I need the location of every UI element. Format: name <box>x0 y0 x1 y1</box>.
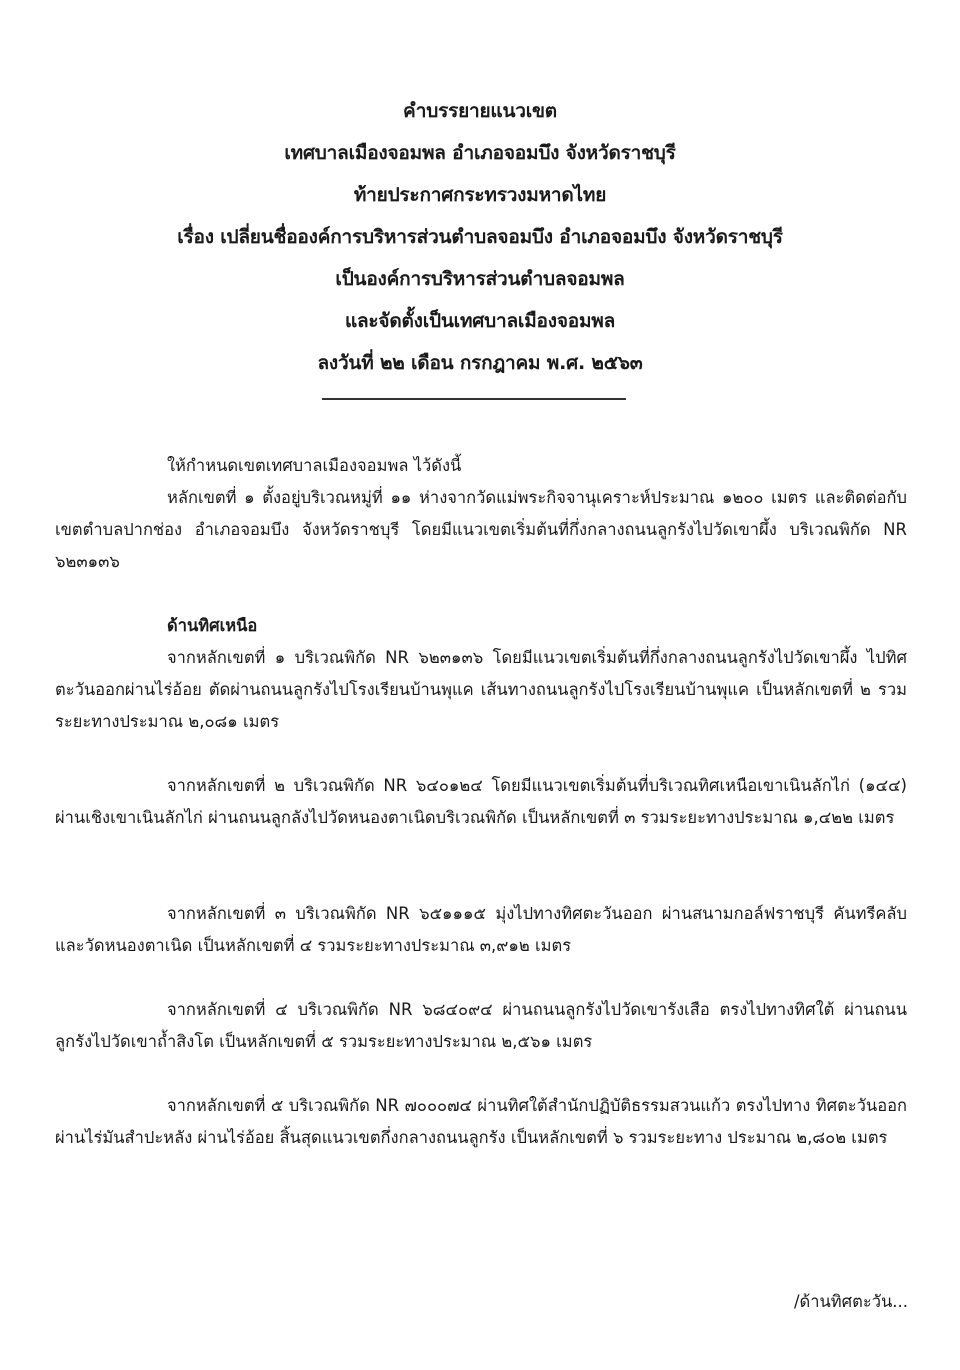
boundary-segment-2: จากหลักเขตที่ ๒ บริเวณพิกัด NR ๖๔๐๑๒๔ โดยมีแนวเขตเริ่มต้นที่บริเวณทิศเหนือเขาเนินลักไก่ (๑๔๔) ผ่านเชิงเขาเนินลักไก่ ผ่านถนนลูกลังไปวัดหนองตาเนิดบริเวณพิกัด เป็นหลักเขตที่ ๓ รวมระยะทางประมาณ ๑,๔๒๒ เมตร <box>55 776 907 827</box>
section-heading-north: ด้านทิศเหนือ <box>167 616 258 635</box>
intro-block <box>55 450 907 578</box>
municipality-name: เทศบาลเมืองจอมพล อำเภอจอมบึง จังหวัดราชบุรี <box>284 142 676 164</box>
boundary-segment-5: จากหลักเขตที่ ๕ บริเวณพิกัด NR ๗๐๐๐๗๔ ผ่านทิศใต้สำนักปฏิบัติธรรมสวนแก้ว ตรงไปทาง ทิศตะวันออก ผ่านไร่มันสำปะหลัง ผ่านไร่อ้อย สิ้นสุดแนวเขตกึ่งกลางถนนลูกรัง เป็นหลักเขตที่ ๖ รวมระยะทาง ประมาณ ๒,๘๐๒ เมตร <box>55 1096 907 1147</box>
starting-point-paragraph: หลักเขตที่ ๑ ตั้งอยู่บริเวณหมู่ที่ ๑๑ ห่างจากวัดแม่พระกิจจานุเคราะห์ประมาณ ๑๒๐๐ เมตร และติดต่อกับเขตตำบลปากช่อง อำเภอจอมบึง จังหวัดราชบุรี โดยมีแนวเขตเริ่มต้นที่กึ่งกลางถนนลูกรังไปวัดเขาผึ้ง บริเวณพิกัด NR ๖๒๓๑๓๖ <box>55 488 907 571</box>
title-divider <box>322 398 626 400</box>
segment-4-block <box>55 994 907 1058</box>
subject-line-3: และจัดตั้งเป็นเทศบาลเมืองจอมพล <box>344 310 616 332</box>
intro-paragraph: ให้กำหนดเขตเทศบาลเมืองจอมพล ไว้ดังนี้ <box>167 456 462 475</box>
segment-5-block <box>55 1090 907 1154</box>
subject-line-2: เป็นองค์การบริหารส่วนตำบลจอมพล <box>335 268 625 290</box>
document-title-block <box>0 90 960 384</box>
segment-2-block <box>55 770 907 834</box>
document-title: คำบรรยายแนวเขต <box>403 100 557 122</box>
north-section <box>55 610 907 738</box>
continuation-note: /ด้านทิศตะวัน... <box>793 1292 908 1311</box>
boundary-segment-4: จากหลักเขตที่ ๔ บริเวณพิกัด NR ๖๘๔๐๙๔ ผ่านถนนลูกรังไปวัดเขารังเสือ ตรงไปทางทิศใต้ ผ่านถนนลูกรังไปวัดเขาถ้ำสิงโต เป็นหลักเขตที่ ๕ รวมระยะทางประมาณ ๒,๕๖๑ เมตร <box>55 1000 907 1051</box>
boundary-segment-3: จากหลักเขตที่ ๓ บริเวณพิกัด NR ๖๕๑๑๑๕ มุ่งไปทางทิศตะวันออก ผ่านสนามกอล์ฟราชบุรี คันทรีคลับ และวัดหนองตาเนิด เป็นหลักเขตที่ ๔ รวมระยะทางประมาณ ๓,๙๑๒ เมตร <box>55 904 907 955</box>
segment-3-block <box>55 898 907 962</box>
announcement-source: ท้ายประกาศกระทรวงมหาดไทย <box>353 184 607 206</box>
boundary-segment-1: จากหลักเขตที่ ๑ บริเวณพิกัด NR ๖๒๓๑๓๖ โดยมีแนวเขตเริ่มต้นที่กึ่งกลางถนนลูกรังไปวัดเขาผึ้ง ไปทิศตะวันออกผ่านไร่อ้อย ตัดผ่านถนนลูกรังไปโรงเรียนบ้านพุแค เส้นทางถนนลูกรังไปโรงเรียนบ้านพุแค เป็นหลักเขตที่ ๒ รวมระยะทางประมาณ ๒,๐๘๑ เมตร <box>55 648 907 731</box>
subject-line: เรื่อง เปลี่ยนชื่อองค์การบริหารส่วนตำบลจอมบึง อำเภอจอมบึง จังหวัดราชบุรี <box>177 226 783 248</box>
date-line: ลงวันที่ ๒๒ เดือน กรกฎาคม พ.ศ. ๒๕๖๓ <box>317 352 643 374</box>
